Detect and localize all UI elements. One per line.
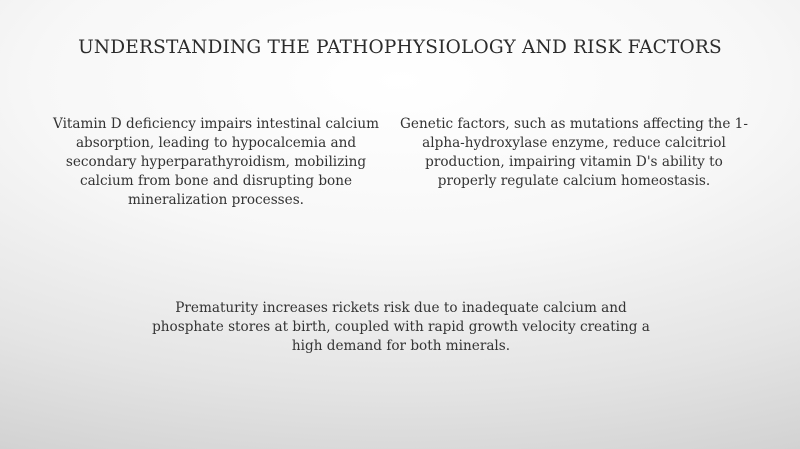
prematurity-text: Prematurity increases rickets risk due to inadequate calcium and phosphate stores at birth, coupled with rapid growth velocity creating a high demand for both minerals. bbox=[152, 300, 650, 354]
genetic-factors-text: Genetic factors, such as mutations affecting the 1-alpha-hydroxylase enzyme, reduce calcitriol production, impairing vitamin D's ability to properly regulate calcium homeostasis. bbox=[400, 116, 748, 189]
slide-title: UNDERSTANDING THE PATHOPHYSIOLOGY AND RISK FACTORS bbox=[78, 37, 722, 58]
vitamin-d-deficiency-text: Vitamin D deficiency impairs intestinal calcium absorption, leading to hypocalcemia and secondary hyperparathyroidism, mobilizing calcium from bone and disrupting bone mineralization processes. bbox=[53, 116, 379, 208]
